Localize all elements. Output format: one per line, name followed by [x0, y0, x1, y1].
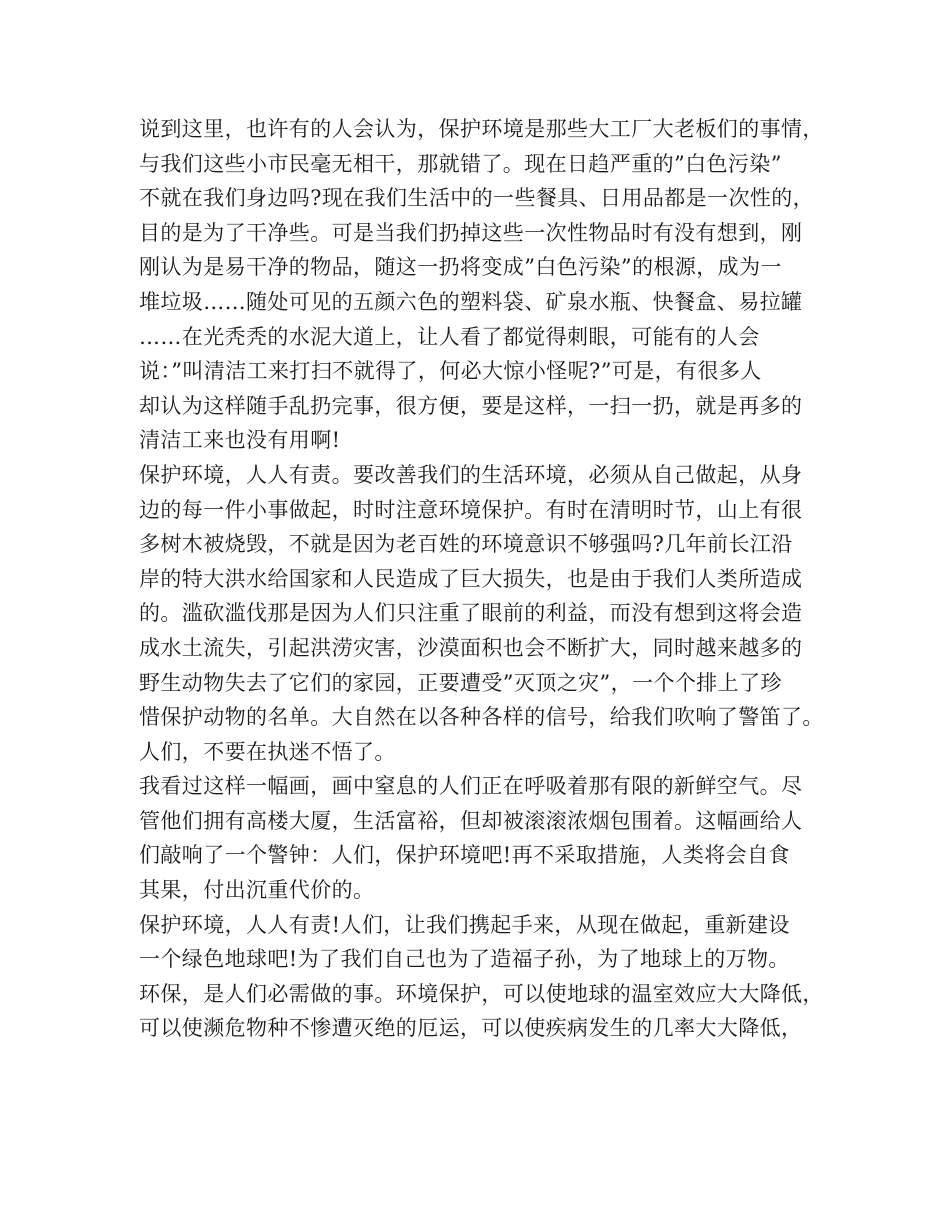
text-line: 人们，不要在执迷不悟了。	[139, 739, 396, 764]
text-line: 岸的特大洪水给国家和人民造成了巨大损失，也是由于我们人类所造成	[139, 566, 803, 591]
text-line: 边的每一件小事做起，时时注意环境保护。有时在清明时节，山上有很	[139, 497, 803, 522]
text-line: 清洁工来也没有用啊!	[139, 428, 341, 453]
text-line: 不就在我们身边吗?现在我们生活中的一些餐具、日用品都是一次性的，	[139, 186, 815, 211]
text-line: 们敲响了一个警钟：人们，保护环境吧!再不采取措施，人类将会自食	[139, 843, 790, 868]
text-line: 其果，付出沉重代价的。	[139, 878, 375, 903]
text-line: 多树木被烧毁，不就是因为老百姓的环境意识不够强吗?几年前长江沿	[139, 532, 793, 557]
text-line: ……在光秃秃的水泥大道上，让人看了都觉得刺眼，可能有的人会	[139, 324, 760, 349]
text-line: 保护环境，人人有责!人们，让我们携起手来，从现在做起，重新建设	[139, 912, 790, 937]
text-line: 却认为这样随手乱扔完事，很方便，要是这样，一扫一扔，就是再多的	[139, 393, 803, 418]
text-line: 说：”叫清洁工来打扫不就得了，何必大惊小怪呢?”可是，有很多人	[139, 359, 762, 384]
text-line: 成水土流失，引起洪涝灾害，沙漠面积也会不断扩大，同时越来越多的	[139, 635, 803, 660]
text-line: 与我们这些小市民毫无相干，那就错了。现在日趋严重的”白色污染”	[139, 151, 782, 176]
text-line: 环保，是人们必需做的事。环境保护，可以使地球的温室效应大大降低，	[139, 981, 824, 1006]
text-line: 野生动物失去了它们的家园，正要遭受”灭顶之灾”，一个个排上了珍	[139, 670, 782, 695]
text-line: 保护环境，人人有责。要改善我们的生活环境，必须从自己做起，从身	[139, 462, 803, 487]
text-line: 刚认为是易干净的物品，随这一扔将变成”白色污染”的根源，成为一	[139, 255, 782, 280]
text-line: 我看过这样一幅画，画中窒息的人们正在呼吸着那有限的新鲜空气。尽	[139, 774, 803, 799]
text-line: 管他们拥有高楼大厦，生活富裕，但却被滚滚浓烟包围着。这幅画给人	[139, 808, 803, 833]
text-line: 说到这里，也许有的人会认为，保护环境是那些大工厂大老板们的事情，	[139, 117, 824, 141]
text-line: 的。滥砍滥伐那是因为人们只注重了眼前的利益，而没有想到这将会造	[139, 601, 803, 626]
text-line: 一个绿色地球吧!为了我们自己也为了造福子孙，为了地球上的万物。	[139, 947, 790, 972]
text-line: 堆垃圾……随处可见的五颜六色的塑料袋、矿泉水瓶、快餐盒、易拉罐	[139, 289, 803, 314]
text-line: 惜保护动物的名单。大自然在以各种各样的信号，给我们吹响了警笛了。	[139, 705, 824, 730]
document-body	[139, 112, 829, 1046]
text-line: 目的是为了干净些。可是当我们扔掉这些一次性物品时有没有想到，刚	[139, 220, 803, 245]
text-line: 可以使濒危物种不惨遭灭绝的厄运，可以使疾病发生的几率大大降低，	[139, 1016, 803, 1041]
